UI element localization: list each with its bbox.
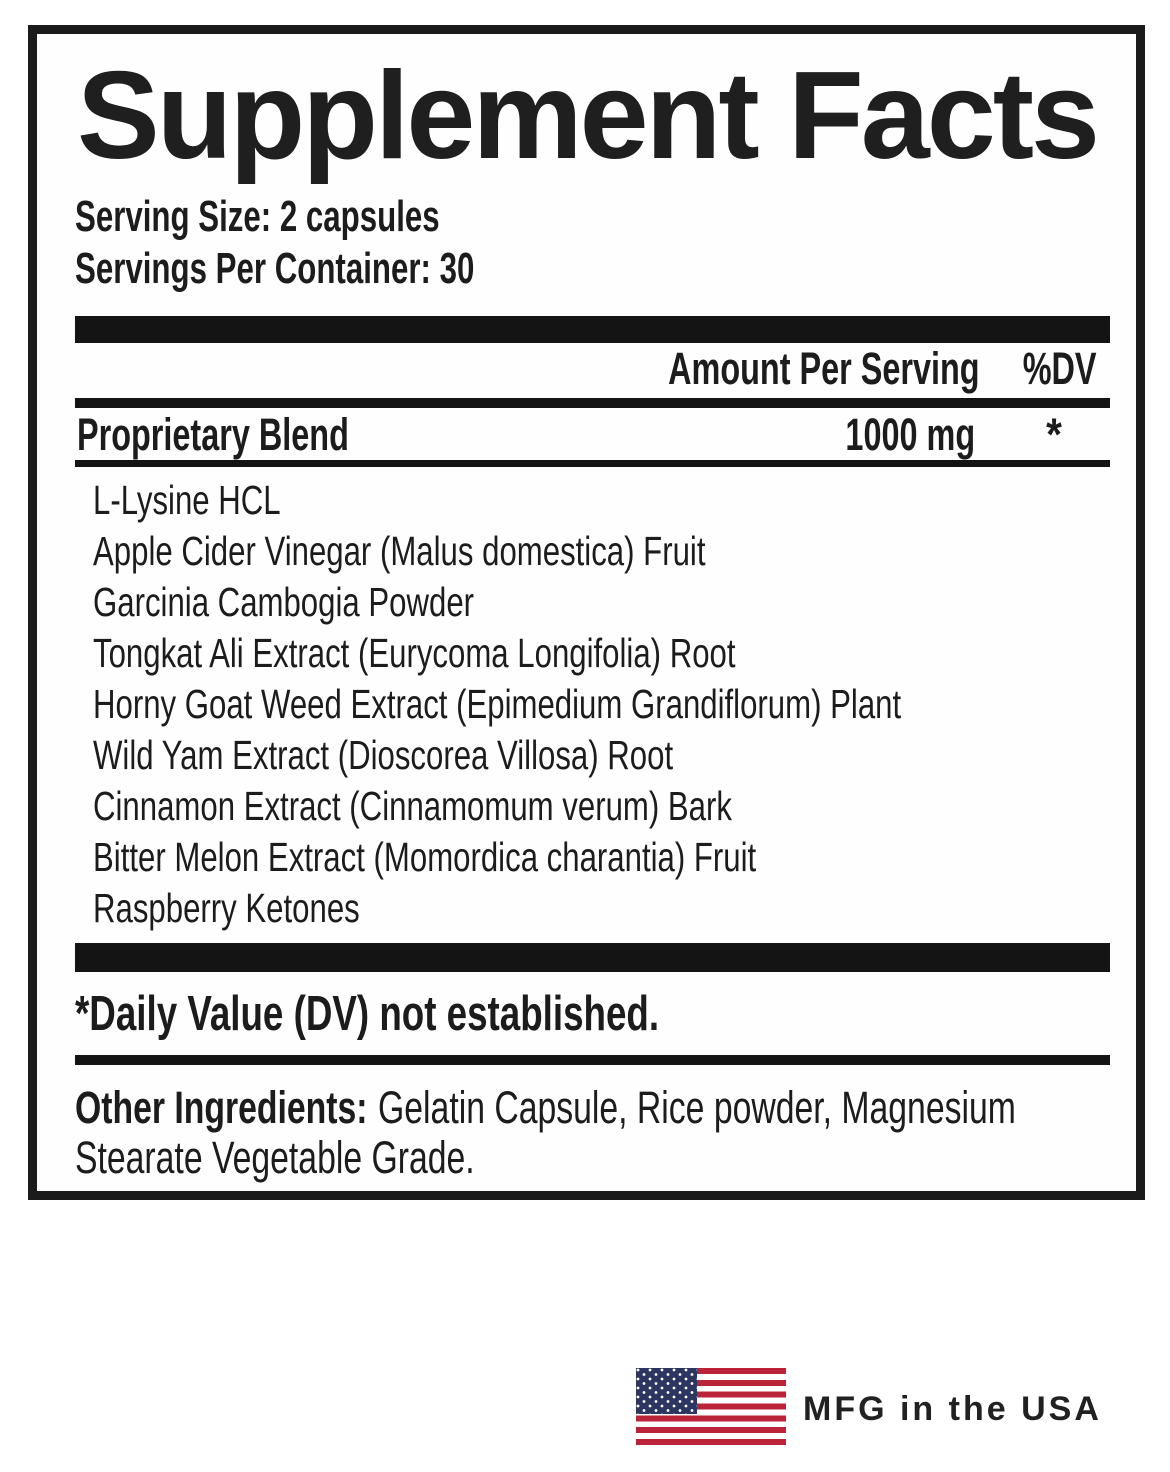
column-header-amount-per-serving: Amount Per Serving	[668, 343, 980, 394]
divider-bar-thick-bottom	[75, 943, 1110, 972]
other-ingredients-line-2: Stearate Vegetable Grade.	[75, 1132, 475, 1183]
ingredient-item: Cinnamon Extract (Cinnamomum verum) Bark	[93, 783, 732, 829]
ingredient-item: Raspberry Ketones	[93, 885, 360, 931]
blend-name: Proprietary Blend	[77, 409, 349, 460]
column-header-percent-dv: %DV	[1023, 343, 1097, 394]
blend-amount: 1000 mg	[845, 409, 975, 460]
ingredient-item: Apple Cider Vinegar (Malus domestica) Fruit	[93, 528, 706, 574]
blend-dv-asterisk: *	[1046, 409, 1062, 460]
table-header-row	[75, 343, 1110, 394]
us-flag-icon	[636, 1368, 786, 1445]
other-ingredients-text-1: Gelatin Capsule, Rice powder, Magnesium	[378, 1082, 1016, 1133]
divider-bar-thick-top	[75, 316, 1110, 343]
daily-value-footnote: *Daily Value (DV) not established.	[75, 987, 660, 1041]
panel-title: Supplement Facts	[77, 47, 1097, 185]
ingredient-item: Bitter Melon Extract (Momordica charantia) Fruit	[93, 834, 757, 880]
proprietary-blend-row	[75, 409, 1110, 460]
servings-per-container-text: Servings Per Container: 30	[75, 244, 475, 293]
ingredient-item: L-Lysine HCL	[93, 477, 281, 523]
ingredient-item: Wild Yam Extract (Dioscorea Villosa) Root	[93, 732, 674, 778]
us-flag-canton-stars	[636, 1368, 697, 1414]
other-ingredients-label: Other Ingredients:	[75, 1082, 368, 1133]
divider-bar-medium-footnote	[75, 1055, 1110, 1065]
ingredient-item: Tongkat Ali Extract (Eurycoma Longifolia) Root	[93, 630, 736, 676]
other-ingredients-line-1	[75, 1083, 1016, 1133]
other-ingredients-block	[75, 1083, 1170, 1183]
mfg-in-usa-text: MFG in the USA	[803, 1390, 1102, 1428]
supplement-facts-panel	[28, 25, 1145, 1200]
ingredient-item: Horny Goat Weed Extract (Epimedium Grandiflorum) Plant	[93, 681, 902, 727]
ingredient-item: Garcinia Cambogia Powder	[93, 579, 475, 625]
divider-bar-thin-blend	[75, 460, 1110, 467]
ingredient-list	[93, 475, 1156, 934]
servings-per-container-line	[75, 245, 637, 293]
divider-bar-medium-header	[75, 398, 1110, 408]
serving-size-line	[75, 193, 589, 241]
serving-size-text: Serving Size: 2 capsules	[75, 192, 440, 241]
